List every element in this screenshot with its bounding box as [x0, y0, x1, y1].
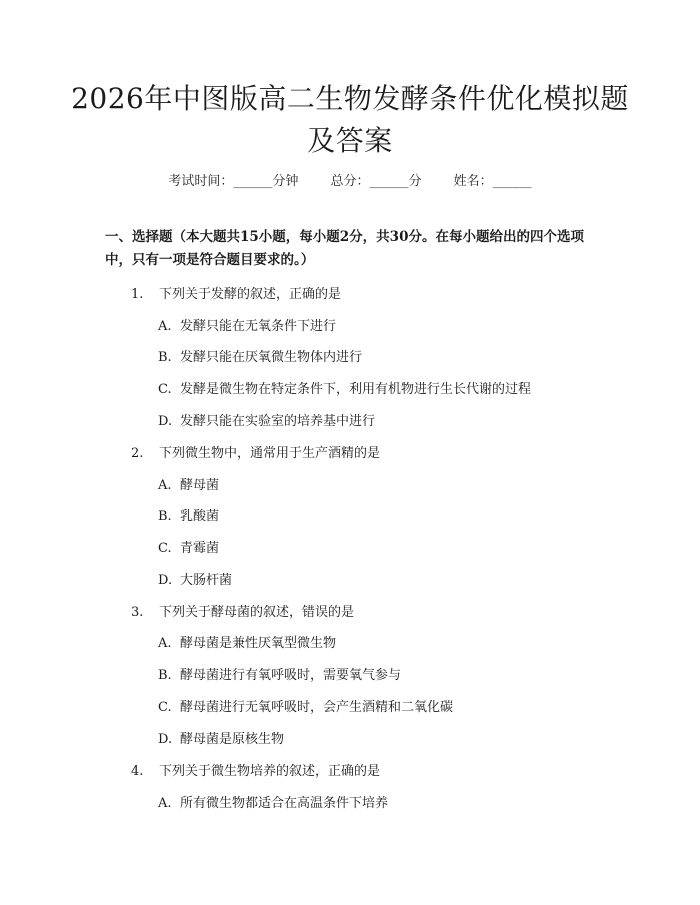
option-letter: A. [158, 478, 172, 493]
question-1 [131, 283, 341, 302]
option-letter: D. [158, 573, 173, 588]
question-2-option-c [158, 537, 219, 556]
exam-meta [0, 170, 700, 189]
question-2 [131, 442, 380, 461]
question-text: 下列关于酵母菌的叙述，错误的是 [159, 605, 355, 620]
total-score-field: 总分：______分 [330, 174, 422, 189]
option-text: 大肠杆菌 [180, 573, 233, 588]
question-text: 下列微生物中，通常用于生产酒精的是 [159, 446, 381, 461]
name-field: 姓名：______ [453, 174, 532, 189]
question-1-option-c [158, 378, 531, 397]
option-text: 青霉菌 [180, 541, 220, 556]
option-letter: C. [158, 541, 172, 556]
question-number: 1. [131, 287, 144, 302]
title-line-1: 2026年中图版高二生物发酵条件优化模拟题 [71, 82, 629, 115]
question-1-option-a [158, 315, 336, 334]
title-line-2: 及答案 [307, 124, 393, 157]
question-text: 下列关于微生物培养的叙述，正确的是 [159, 764, 381, 779]
question-4 [131, 760, 380, 779]
question-3-option-a [158, 632, 336, 651]
option-letter: C. [158, 382, 172, 397]
option-text: 酵母菌 [180, 478, 220, 493]
question-number: 2. [131, 446, 144, 461]
option-text: 发酵只能在无氧条件下进行 [180, 319, 337, 334]
option-letter: C. [158, 700, 172, 715]
question-text: 下列关于发酵的叙述，正确的是 [159, 287, 342, 302]
question-1-option-b [158, 346, 362, 365]
option-text: 发酵只能在厌氧微生物体内进行 [180, 350, 363, 365]
question-3-option-d [158, 728, 284, 747]
section-heading: 一、选择题（本大题共15小题，每小题2分，共30分。在每小题给出的四个选项中，只有一项是符合题目要求的。） [105, 229, 584, 268]
option-letter: A. [158, 636, 172, 651]
question-2-option-a [158, 474, 219, 493]
exam-time-field: 考试时间：______分钟 [168, 174, 299, 189]
question-number: 4. [131, 764, 144, 779]
question-1-option-d [158, 410, 375, 429]
option-letter: B. [158, 668, 172, 683]
option-text: 乳酸菌 [180, 509, 220, 524]
question-2-option-d [158, 569, 232, 588]
question-3-option-b [158, 664, 401, 683]
option-text: 发酵只能在实验室的培养基中进行 [180, 414, 376, 429]
option-text: 所有微生物都适合在高温条件下培养 [180, 796, 389, 811]
option-text: 发酵是微生物在特定条件下，利用有机物进行生长代谢的过程 [180, 382, 532, 397]
option-text: 酵母菌进行有氧呼吸时，需要氧气参与 [180, 668, 402, 683]
question-2-option-b [158, 505, 219, 524]
option-text: 酵母菌进行无氧呼吸时，会产生酒精和二氧化碳 [180, 700, 454, 715]
option-letter: B. [158, 509, 172, 524]
option-text: 酵母菌是兼性厌氧型微生物 [180, 636, 337, 651]
question-number: 3. [131, 605, 144, 620]
option-letter: B. [158, 350, 172, 365]
option-letter: D. [158, 732, 173, 747]
question-4-option-a [158, 792, 388, 811]
question-3 [131, 601, 354, 620]
document-title [0, 78, 700, 162]
option-letter: A. [158, 796, 172, 811]
question-3-option-c [158, 696, 453, 715]
option-text: 酵母菌是原核生物 [180, 732, 285, 747]
option-letter: A. [158, 319, 172, 334]
option-letter: D. [158, 414, 173, 429]
